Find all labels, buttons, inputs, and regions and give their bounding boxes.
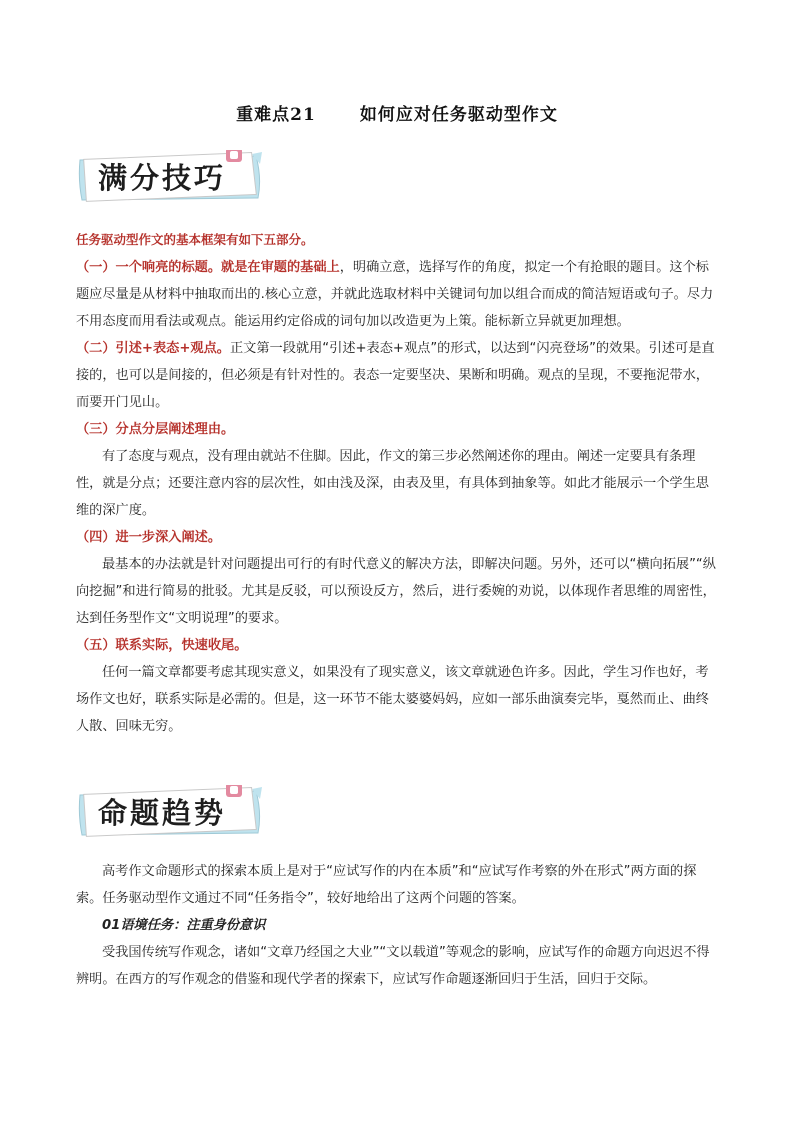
trends-content — [76, 858, 721, 993]
section-1 — [76, 254, 721, 335]
section-1-body: ，明确立意，选择写作的角度，拟定一个有抢眼的题目。这个标题应尽量是从材料中抽取而出的.核心立意，并就此选取材料中关键词句加以组合而成的简洁短语或句子。尽力不用态度而用看法或观点。能运用约定俗成的词句加以改造更为上策。能标新立异就更加理想。 — [76, 260, 714, 329]
trends-banner-label: 命题趋势 — [98, 796, 227, 830]
section-5-body: 任何一篇文章都要考虑其现实意义，如果没有了现实意义，该文章就逊色许多。因此，学生习作也好，考场作文也好，联系实际是必需的。但是，这一环节不能太婆婆妈妈，应如一部乐曲演奏完毕，戛然而止、曲终人散、回味无穷。 — [76, 665, 709, 734]
title-code: 重难点21 — [236, 105, 316, 125]
skills-content — [76, 254, 721, 740]
section-2-body: 正文第一段就用“引述+表态+观点”的形式，以达到“闪亮登场”的效果。引述可是直接的，也可以是间接的，但必须是有针对性的。表态一定要坚决、果断和明确。观点的呈现，不要拖泥带水，而要开门见山。 — [76, 341, 715, 410]
skills-banner-label: 满分技巧 — [98, 161, 227, 195]
trends-subheading: 01语境任务：注重身份意识 — [102, 918, 266, 933]
section-2 — [76, 335, 721, 416]
trends-paragraph-1: 高考作文命题形式的探索本质上是对于“应试写作的内在本质”和“应试写作考察的外在形式”两方面的探索。任务驱动型作文通过不同“任务指令”，较好地给出了这两个问题的答案。 — [76, 864, 697, 906]
page-title — [0, 100, 794, 125]
section-4-heading: （四）进一步深入阐述。 — [76, 530, 222, 545]
section-2-heading: （二）引述+表态+观点。 — [76, 341, 230, 356]
section-3-heading: （三）分点分层阐述理由。 — [76, 422, 235, 437]
section-5-heading: （五）联系实际，快速收尾。 — [76, 638, 248, 653]
section-1-heading: （一）一个响亮的标题。就是在审题的基础上 — [76, 260, 340, 275]
skills-banner — [76, 150, 262, 206]
title-text: 如何应对任务驱动型作文 — [359, 105, 558, 125]
trends-paragraph-2: 受我国传统写作观念，诸如“文章乃经国之大业”“文以载道”等观念的影响，应试写作的命题方向迟迟不得辨明。在西方的写作观念的借鉴和现代学者的探索下，应试写作命题逐渐回归于生活，回归于交际。 — [76, 945, 710, 987]
section-3-body: 有了态度与观点，没有理由就站不住脚。因此，作文的第三步必然阐述你的理由。阐述一定要具有条理性，就是分点；还要注意内容的层次性，如由浅及深，由表及里，有具体到抽象等。如此才能展示一个学生思维的深广度。 — [76, 449, 709, 518]
trends-banner — [76, 785, 262, 841]
skills-intro: 任务驱动型作文的基本框架有如下五部分。 — [76, 232, 314, 247]
section-4-body: 最基本的办法就是针对问题提出可行的有时代意义的解决方法，即解决问题。另外，还可以“横向拓展”“纵向挖掘”和进行简易的批驳。尤其是反驳，可以预设反方，然后，进行委婉的劝说，以体现作者思维的周密性，达到任务型作文“文明说理”的要求。 — [76, 557, 716, 626]
